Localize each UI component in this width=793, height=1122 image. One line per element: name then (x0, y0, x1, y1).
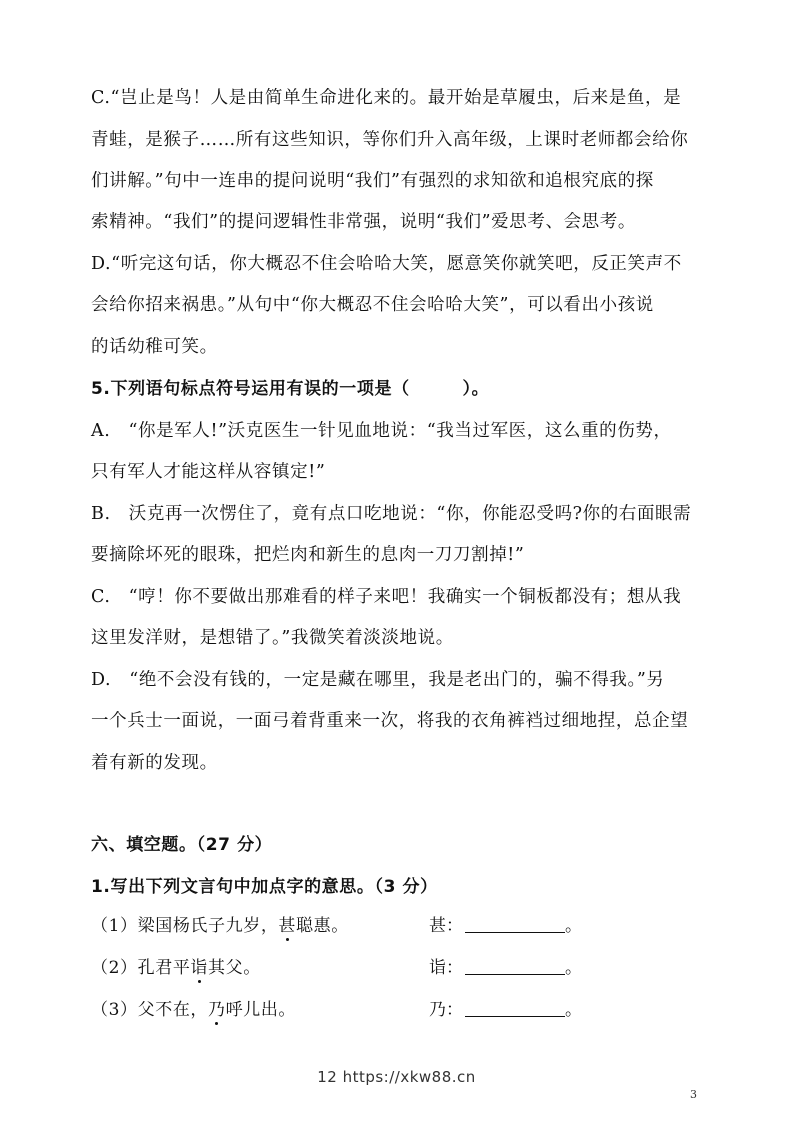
paragraph-c-line: 索精神。“我们”的提问逻辑性非常强，说明“我们”爱思考、会思考。 (91, 212, 636, 232)
section-6-question-1-title: 1.写出下列文言句中加点字的意思。（3 分） (91, 877, 438, 897)
dotted-character: 诣 (190, 958, 209, 978)
fill-item-question: （2）孔君平诣其父。 (91, 958, 261, 978)
question-5-option-b: B. 沃克再一次愣住了，竟有点口吃地说：“你，你能忍受吗?你的右面眼需 (91, 504, 692, 524)
answer-blank[interactable] (465, 956, 565, 975)
question-5-option-b: 要摘除坏死的眼珠，把烂肉和新生的息肉一刀刀割掉!” (91, 545, 525, 565)
question-5-option-d: D. “绝不会没有钱的，一定是藏在哪里，我是老出门的，骗不得我。”另 (91, 670, 665, 690)
question-5-option-a: A. “你是军人!”沃克医生一针见血地说：“我当过军医，这么重的伤势， (91, 421, 672, 441)
paragraph-d-line: D.“听完这句话，你大概忍不住会哈哈大笑，愿意笑你就笑吧，反正笑声不 (91, 254, 682, 274)
page-number: 3 (690, 1088, 697, 1101)
paragraph-d-line: 会给你招来祸患。”从句中“你大概忍不住会哈哈大笑”，可以看出小孩说 (91, 295, 654, 315)
dotted-character: 甚 (278, 916, 297, 936)
fill-item-question: （1）梁国杨氏子九岁，甚聪惠。 (91, 916, 349, 936)
fill-item-answer: 诣： 。 (429, 958, 582, 978)
question-5-option-c: 这里发洋财，是想错了。”我微笑着淡淡地说。 (91, 628, 454, 648)
section-6-title: 六、填空题。（27 分） (91, 835, 273, 855)
question-5-option-c: C. “哼！你不要做出那难看的样子来吧！我确实一个铜板都没有；想从我 (91, 587, 682, 607)
paragraph-d-line: 的话幼稚可笑。 (91, 337, 218, 357)
footer-watermark: 12 https://xkw88.cn (317, 1068, 476, 1086)
answer-blank[interactable] (465, 914, 565, 933)
paragraph-c-line: 青蛙，是猴子……所有这些知识，等你们升入高年级，上课时老师都会给你 (91, 130, 689, 150)
question-5-option-d: 一个兵士一面说，一面弓着背重来一次，将我的衣角裤裆过细地捏，总企望 (91, 711, 689, 731)
fill-item-question: （3）父不在，乃呼儿出。 (91, 1000, 297, 1020)
question-5-title: 5.下列语句标点符号运用有误的一项是（ ）。 (91, 379, 490, 399)
paragraph-c-line: C.“岂止是鸟！人是由简单生命进化来的。最开始是草履虫，后来是鱼，是 (91, 88, 682, 108)
question-5-option-d: 着有新的发现。 (91, 753, 218, 773)
fill-item-answer: 甚： 。 (429, 916, 582, 936)
answer-blank[interactable] (465, 998, 565, 1017)
question-5-option-a: 只有军人才能这样从容镇定!” (91, 462, 326, 482)
fill-item-answer: 乃： 。 (429, 1000, 582, 1020)
dotted-character: 乃 (208, 1000, 226, 1020)
paragraph-c-line: 们讲解。”句中一连串的提问说明“我们”有强烈的求知欲和追根究底的探 (91, 171, 654, 191)
